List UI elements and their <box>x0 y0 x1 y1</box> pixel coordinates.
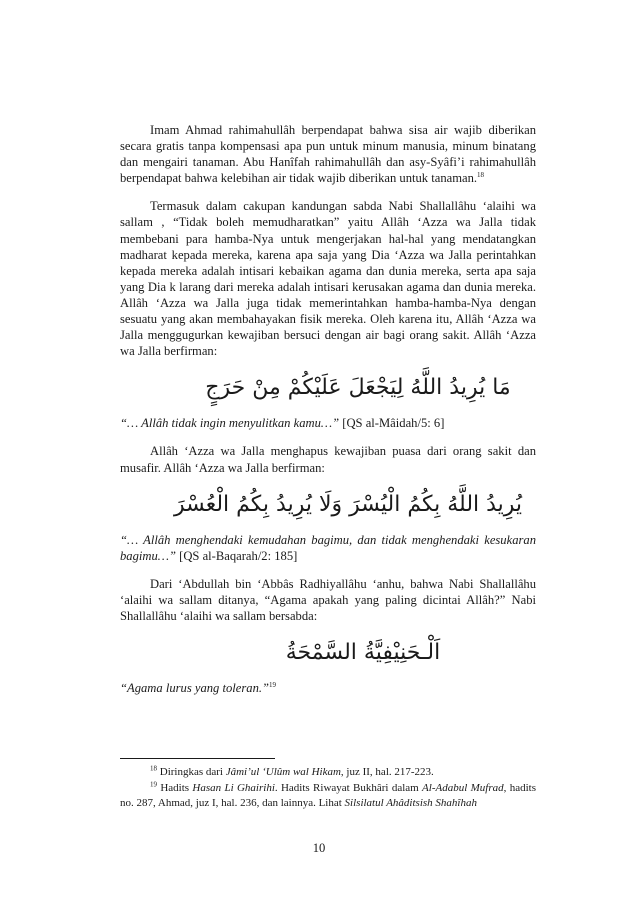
paragraph-2: Termasuk dalam cakupan kandungan sabda Nabi Shallallâhu ‘alaihi wa sallam , “Tidak boleh memudharatkan” yaitu Allâh ‘Azza wa Jalla tidak membebani para hamba-Nya untuk mengerjakan hal-hal yang mendatangkan madharat kepada mereka, karena apa saja yang Dia ‘Azza wa Jalla perintahkan kepada mereka adalah intisari kebaikan agama dan dunia mereka, serta apa saja yang Dia k larang dari mereka adalah intisari kerusakan agama dan dunia mereka. Allâh ‘Azza wa Jalla juga tidak memerintahkan hamba-hamba-Nya dengan sesuatu yang akan membahayakan fisik mereka. Oleh karena itu, Allâh ‘Azza wa Jalla menggugurkan kewajiban bersuci dengan air bagi orang sakit. Allâh ‘Azza wa Jalla berfirman: <box>120 199 536 359</box>
footnote-19: $^{19}$ Hadits Hasan Li Ghairihi. Hadits Riwayat Bukhâri dalam Al-Adabul Mufrad, hadits no. 287, Ahmad, juz I, hal. 236, dan lainnya. Lihat Silsilatul Ahâditsish Shahîhah <box>120 779 536 809</box>
paragraph-1: Imam Ahmad rahimahullâh berpendapat bahwa sisa air wajib diberikan secara gratis tanpa kompensasi apa pun untuk minum manusia, minum binatang dan mengairi tanaman. Abu Hanîfah rahimahullâh dan asy-Syâfi’i rahimahullâh berpendapat bahwa kelebihan air tidak wajib diberikan untuk tanaman.$^{18}$ <box>120 123 536 186</box>
paragraph-3: Allâh ‘Azza wa Jalla menghapus kewajiban puasa dari orang sakit dan musafir. Allâh ‘Azza wa Jalla berfirman: <box>120 444 536 475</box>
quote-1: “… Allâh tidak ingin menyulitkan kamu…” [QS al-Mâidah/5: 6] <box>120 416 445 431</box>
arabic-verse-2: يُرِيدُ اللَّهُ بِكُمُ الْيُسْرَ وَلَا يُرِيدُ بِكُمُ الْعُسْرَ <box>173 491 523 517</box>
footnote-divider <box>120 758 275 759</box>
page-body <box>120 122 536 696</box>
paragraph-4: Dari ‘Abdullah bin ‘Abbâs Radhiyallâhu ‘anhu, bahwa Nabi Shallallâhu ‘alaihi wa sallam ditanya, “Agama apakah yang paling dicintai Allâh?” Nabi Shallallâhu ‘alaihi wa sallam bersabda: <box>120 576 536 623</box>
arabic-hadith: اَلْـحَنِيْفِيَّةُ السَّمْحَةُ <box>285 640 441 666</box>
page-number: 10 <box>312 841 326 855</box>
footnote-ref-19[interactable]: 19 <box>269 680 277 689</box>
footnote-ref-18[interactable]: 18 <box>477 171 485 180</box>
quote-3: “Agama lurus yang toleran.”$^{19}$ <box>120 680 277 696</box>
footnotes <box>120 765 536 812</box>
quote-2: “… Allâh menghendaki kemudahan bagimu, dan tidak menghendaki kesukaran bagimu…” [QS al-Baqarah/2: 185] <box>120 532 536 563</box>
arabic-verse-1: مَا يُرِيدُ اللَّهُ لِيَجْعَلَ عَلَيْكُمْ مِنْ حَرَجٍ <box>205 375 511 401</box>
footnote-18: $^{18}$ Diringkas dari Jâmi’ul ‘Ulûm wal Hikam, juz II, hal. 217-223. <box>150 764 434 778</box>
